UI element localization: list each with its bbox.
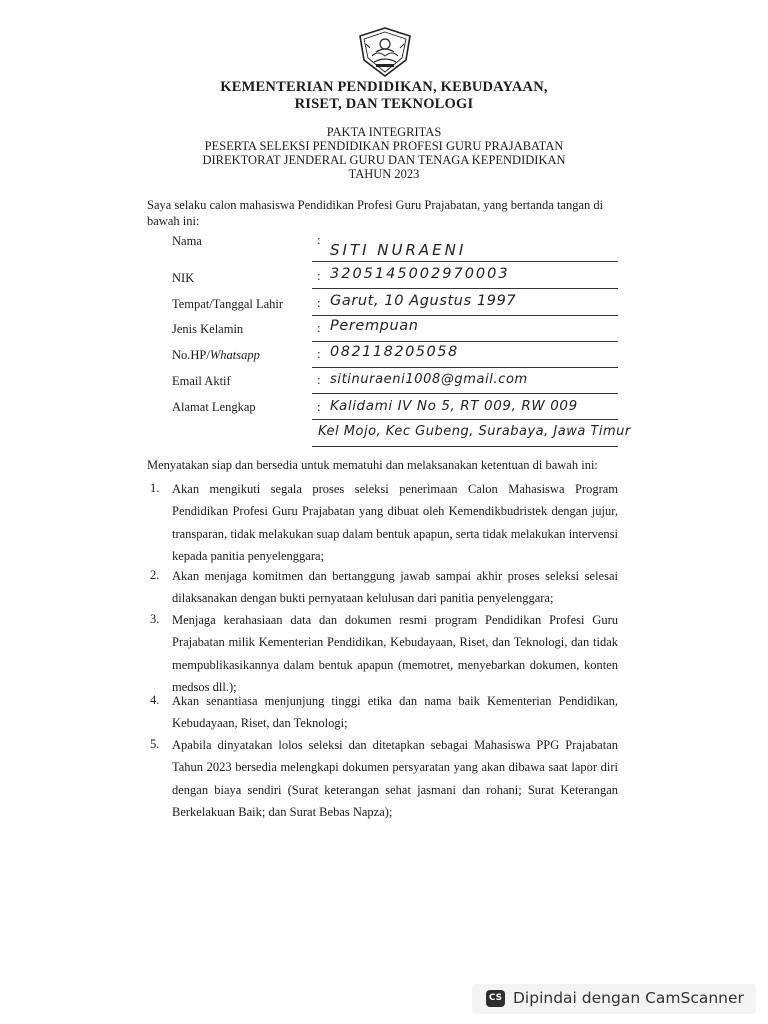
document-subtitle-line2: DIREKTORAT JENDERAL GURU DAN TENAGA KEPENDIDIKAN [202, 153, 566, 167]
list-item-text: Menjaga kerahasiaan data dan dokumen resmi program Pendidikan Profesi Guru Prajabatan milik Kementerian Pendidikan, Kebudayaan, Riset, dan Teknologi, dan tidak mempublikasikannya dalam bentuk apapun (memotret, menyebarkan dokumen, konten medsos dll.); [172, 613, 618, 695]
document-subtitle-line1: PESERTA SELEKSI PENDIDIKAN PROFESI GURU PRAJABATAN [204, 139, 564, 153]
ministry-name-line1: KEMENTERIAN PENDIDIKAN, KEBUDAYAAN, [220, 79, 548, 95]
field-underline [312, 315, 618, 316]
list-item-text: Akan senantiasa menjunjung tinggi etika dan nama baik Kementerian Pendidikan, Kebudayaan, Riset, dan Teknologi; [172, 694, 618, 731]
field-colon: : [317, 346, 321, 361]
field-value-email: sitinuraeni1008@gmail.com [330, 372, 528, 387]
list-item-number: 3. [150, 612, 160, 626]
document-title: PAKTA INTEGRITAS [326, 125, 442, 139]
field-label-nama: Nama [172, 234, 202, 248]
field-underline [312, 367, 618, 368]
field-label-tempat-tanggal-lahir: Tempat/Tanggal Lahir [172, 297, 284, 311]
list-item-number: 1. [150, 481, 160, 495]
field-underline [312, 341, 618, 342]
field-colon: : [317, 372, 321, 387]
field-label-alamat: Alamat Lengkap [172, 400, 256, 414]
list-item-text: Apabila dinyatakan lolos seleksi dan ditetapkan sebagai Mahasiswa PPG Prajabatan Tahun 2023 bersedia melengkapi dokumen persyaratan yang akan dibawa saat lapor diri dengan biaya sendiri (Surat keterangan sehat jasmani dan rohani; Surat Keterangan Berkelakuan Baik; dan Surat Bebas Napza); [172, 738, 618, 820]
field-label-no-hp: No.HP/Whatsapp [172, 348, 260, 362]
field-label-email: Email Aktif [172, 374, 231, 388]
document-year: TAHUN 2023 [348, 167, 420, 181]
field-value-alamat: Kalidami IV No 5, RT 009, RW 009 [330, 398, 578, 414]
field-label-jenis-kelamin: Jenis Kelamin [172, 322, 244, 336]
tut-wuri-handayani-emblem-icon [356, 26, 414, 78]
field-underline [312, 261, 618, 262]
list-item-number: 2. [150, 568, 160, 582]
field-colon: : [317, 320, 321, 335]
camscanner-watermark [472, 984, 756, 1014]
intro-paragraph: Saya selaku calon mahasiswa Pendidikan Profesi Guru Prajabatan, yang bertanda tangan di bawah ini: [147, 198, 604, 228]
list-item-number: 5. [150, 737, 160, 751]
field-colon: : [317, 399, 321, 414]
field-underline [312, 288, 618, 289]
field-underline [312, 446, 618, 447]
list-item-text: Akan mengikuti segala proses seleksi penerimaan Calon Mahasiswa Program Pendidikan Profesi Guru Prajabatan yang dibuat oleh Kemendikbudristek dengan jujur, transparan, tidak melakukan suap dalam bentuk apapun, serta tidak melakukan intervensi kepada panitia penyelenggara; [172, 482, 618, 564]
field-underline [312, 419, 618, 420]
field-value-nik: 3205145002970003 [330, 266, 510, 282]
field-colon: : [317, 232, 321, 247]
field-label-nik: NIK [172, 271, 195, 285]
field-underline [312, 393, 618, 394]
watermark-text: Dipindai dengan CamScanner [513, 989, 744, 1007]
field-value-nama: SITI NURAENI [330, 241, 467, 259]
list-item-number: 4. [150, 693, 160, 707]
field-value-alamat-line2: Kel Mojo, Kec Gubeng, Surabaya, Jawa Timur [318, 424, 631, 439]
list-item-text: Akan menjaga komitmen dan bertanggung jawab sampai akhir proses seleksi selesai dilaksanakan dengan bukti pernyataan kelulusan dari panitia penyelenggara; [172, 569, 618, 606]
field-value-tempat-tanggal-lahir: Garut, 10 Agustus 1997 [330, 293, 517, 309]
camscanner-logo-icon: CS [486, 990, 505, 1007]
field-colon: : [317, 268, 321, 283]
statement-paragraph: Menyatakan siap dan bersedia untuk mematuhi dan melaksanakan ketentuan di bawah ini: [147, 458, 598, 472]
field-colon: : [317, 295, 321, 310]
ministry-name-line2: RISET, DAN TEKNOLOGI [294, 96, 474, 112]
field-value-jenis-kelamin: Perempuan [330, 318, 419, 334]
field-value-no-hp: 082118205058 [330, 344, 459, 360]
